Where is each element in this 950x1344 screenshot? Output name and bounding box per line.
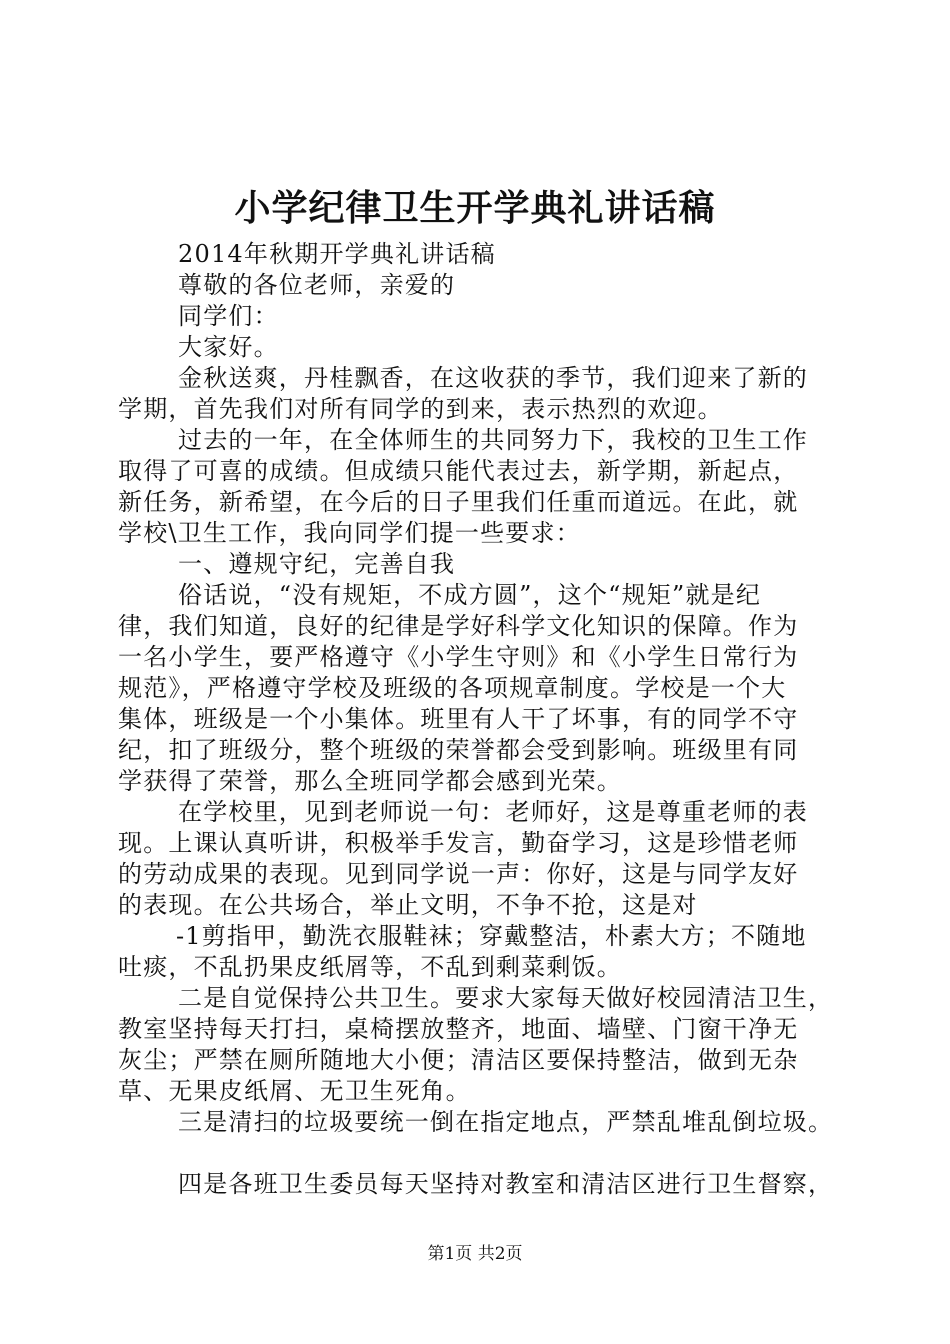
text-line: -1剪指甲，勤洗衣服鞋袜；穿戴整洁，朴素大方；不随地 bbox=[176, 922, 807, 950]
text-line: 纪，扣了班级分，整个班级的荣誉都会受到影响。班级里有同 bbox=[118, 736, 799, 764]
text-line: 集体，班级是一个小集体。班里有人干了坏事，有的同学不守 bbox=[118, 705, 799, 733]
text-line: 规范》，严格遵守学校及班级的各项规章制度。学校是一个大 bbox=[118, 674, 787, 702]
document-title: 小学纪律卫生开学典礼讲话稿 bbox=[234, 187, 716, 229]
text-line: 的表现。在公共场合，举止文明，不争不抢，这是对 bbox=[118, 891, 698, 919]
text-line: 吐痰，不乱扔果皮纸屑等，不乱到剩菜剩饭。 bbox=[118, 953, 622, 981]
text-line: 学期，首先我们对所有同学的到来，表示热烈的欢迎。 bbox=[118, 395, 723, 423]
text-line: 在学校里，见到老师说一句：老师好，这是尊重老师的表 bbox=[178, 798, 808, 826]
text-line: 大家好。 bbox=[178, 333, 279, 361]
text-line: 灰尘；严禁在厕所随地大小便；清洁区要保持整洁，做到无杂 bbox=[118, 1046, 799, 1074]
section-heading: 一、遵规守纪，完善自我 bbox=[178, 550, 456, 578]
text-line: 草、无果皮纸屑、无卫生死角。 bbox=[118, 1077, 471, 1105]
text-line: 一名小学生，要严格遵守《小学生守则》和《小学生日常行为 bbox=[118, 643, 799, 671]
text-line: 金秋送爽，丹桂飘香，在这收获的季节，我们迎来了新的 bbox=[178, 364, 808, 392]
text-line: 学校\卫生工作，我向同学们提一些要求： bbox=[118, 519, 581, 547]
text-line: 教室坚持每天打扫，桌椅摆放整齐，地面、墙壁、门窗干净无 bbox=[118, 1015, 799, 1043]
text-line: 2014年秋期开学典礼讲话稿 bbox=[178, 240, 496, 268]
text-line: 律，我们知道，良好的纪律是学好科学文化知识的保障。作为 bbox=[118, 612, 799, 640]
text-line: 尊敬的各位老师，亲爱的 bbox=[178, 271, 456, 299]
text-line: 二是自觉保持公共卫生。要求大家每天做好校园清洁卫生， bbox=[178, 984, 834, 1012]
text-line: 俗话说，“没有规矩，不成方圆”，这个“规矩”就是纪 bbox=[178, 581, 762, 609]
text-line: 取得了可喜的成绩。但成绩只能代表过去，新学期，新起点， bbox=[118, 457, 799, 485]
text-line: 的劳动成果的表现。见到同学说一声：你好，这是与同学友好 bbox=[118, 860, 799, 888]
page-number-footer: 第1页 共2页 bbox=[427, 1244, 523, 1264]
text-line: 四是各班卫生委员每天坚持对教室和清洁区进行卫生督察， bbox=[178, 1170, 834, 1198]
text-line: 过去的一年，在全体师生的共同努力下，我校的卫生工作 bbox=[178, 426, 808, 454]
text-line: 学获得了荣誉，那么全班同学都会感到光荣。 bbox=[118, 767, 622, 795]
text-line: 新任务，新希望，在今后的日子里我们任重而道远。在此，就 bbox=[118, 488, 799, 516]
text-line: 三是清扫的垃圾要统一倒在指定地点，严禁乱堆乱倒垃圾。 bbox=[178, 1108, 834, 1136]
text-line: 同学们： bbox=[178, 302, 279, 330]
text-line: 现。上课认真听讲，积极举手发言，勤奋学习，这是珍惜老师 bbox=[118, 829, 799, 857]
